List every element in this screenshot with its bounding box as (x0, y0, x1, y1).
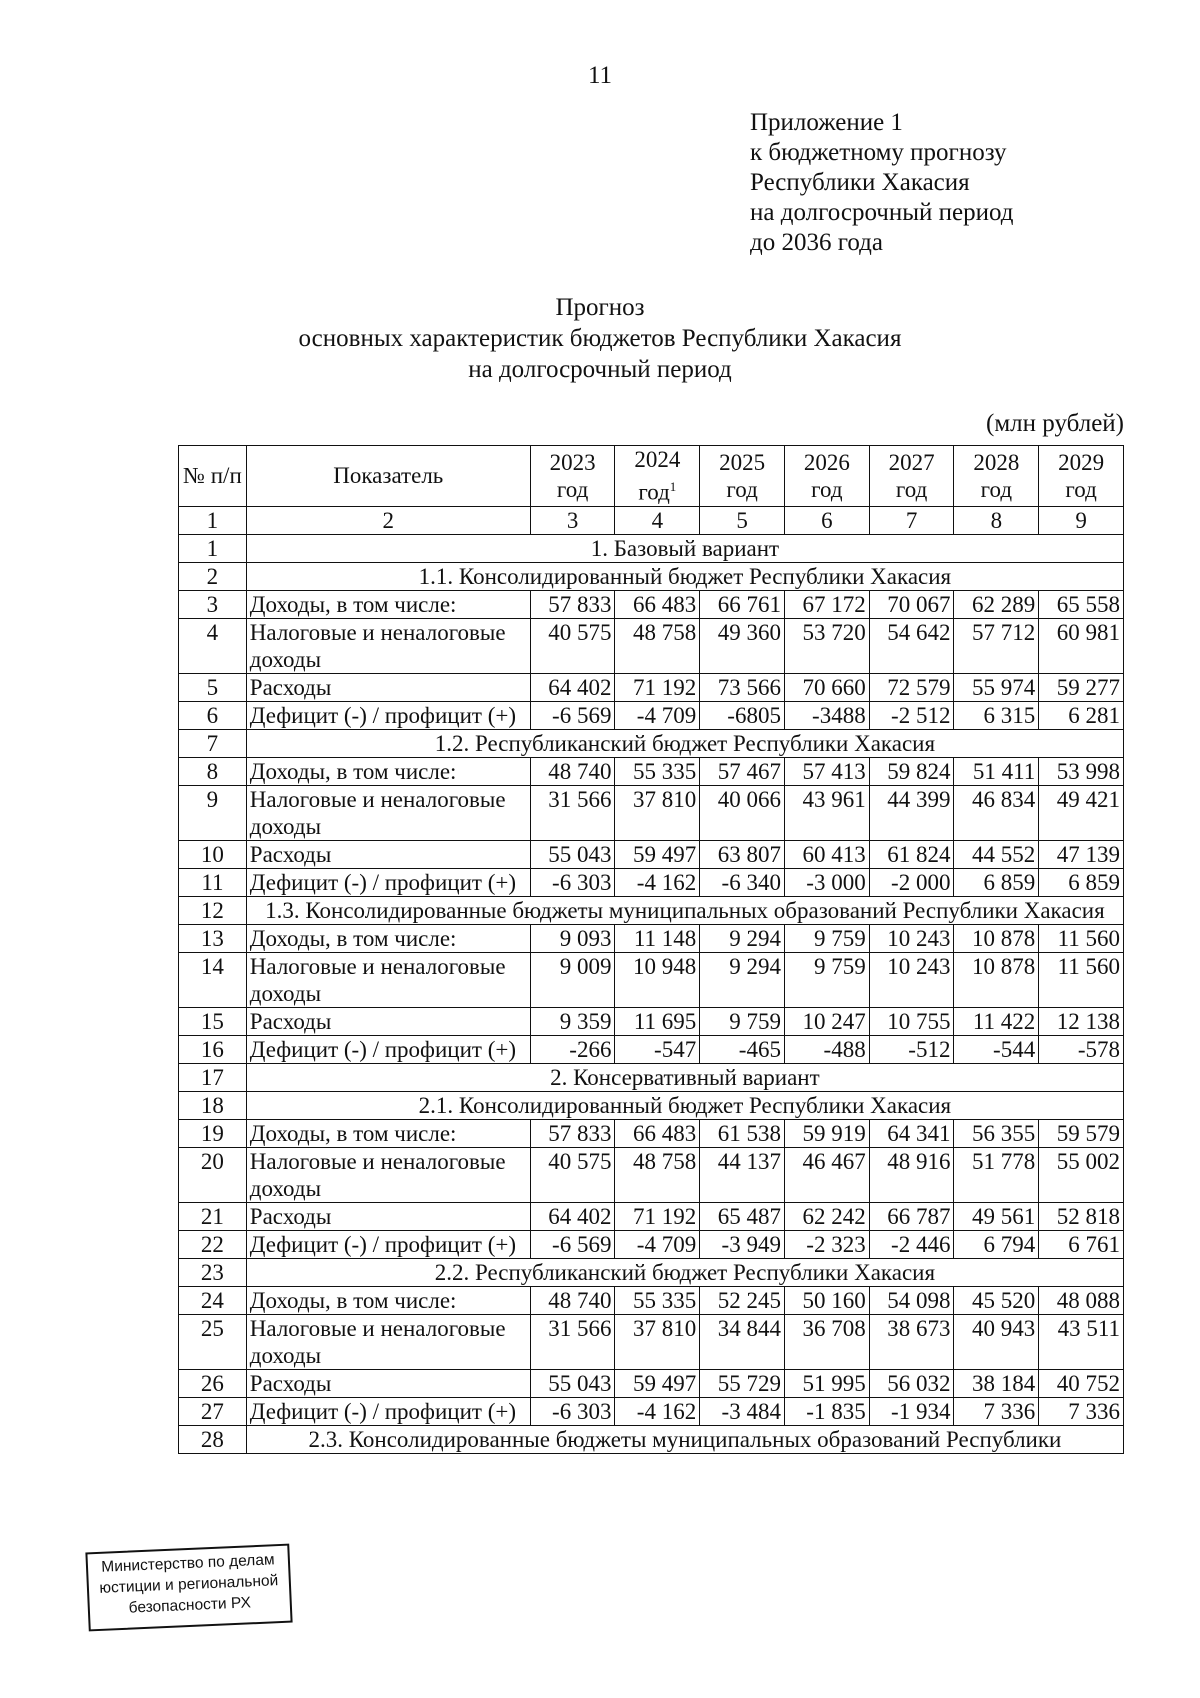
value-cell: -6 303 (530, 1397, 615, 1425)
value-cell: 9 359 (530, 1007, 615, 1035)
ministry-stamp (85, 1544, 292, 1632)
value-cell: 59 497 (615, 840, 700, 868)
value-cell: 12 138 (1039, 1007, 1124, 1035)
value-cell: 57 712 (954, 618, 1039, 673)
appendix-line: Приложение 1 (750, 109, 903, 136)
value-cell: 60 981 (1039, 618, 1124, 673)
value-cell: -266 (530, 1035, 615, 1063)
value-cell: 59 277 (1039, 673, 1124, 701)
row-number: 7 (179, 729, 247, 757)
appendix-line: на долгосрочный период (750, 199, 1014, 226)
table-row (179, 1230, 1124, 1258)
value-cell: -2 000 (869, 868, 954, 896)
value-cell: 55 335 (615, 1286, 700, 1314)
row-number: 14 (179, 952, 247, 1007)
value-cell: -6 303 (530, 868, 615, 896)
value-cell: -488 (784, 1035, 869, 1063)
forecast-table (178, 445, 1124, 1454)
value-cell: 48 758 (615, 1147, 700, 1202)
value-cell: 7 336 (1039, 1397, 1124, 1425)
value-cell: 10 755 (869, 1007, 954, 1035)
column-number: 5 (700, 506, 785, 534)
value-cell: 49 421 (1039, 785, 1124, 840)
appendix-line: Республики Хакасия (750, 169, 970, 196)
value-cell: 57 833 (530, 1119, 615, 1147)
value-cell: 54 642 (869, 618, 954, 673)
row-number: 28 (179, 1425, 247, 1453)
value-cell: 34 844 (700, 1314, 785, 1369)
indicator-label: Доходы, в том числе: (246, 1286, 530, 1314)
value-cell: 66 761 (700, 590, 785, 618)
indicator-label: Доходы, в том числе: (246, 1119, 530, 1147)
section-title: 1. Базовый вариант (246, 534, 1123, 562)
value-cell: 63 807 (700, 840, 785, 868)
row-number: 22 (179, 1230, 247, 1258)
header-year: 2029 год (1039, 446, 1124, 507)
value-cell: 70 660 (784, 673, 869, 701)
value-cell: 31 566 (530, 785, 615, 840)
table-row (179, 840, 1124, 868)
value-cell: 9 294 (700, 924, 785, 952)
value-cell: 11 695 (615, 1007, 700, 1035)
row-number: 12 (179, 896, 247, 924)
value-cell: 38 673 (869, 1314, 954, 1369)
table-row (179, 1147, 1124, 1202)
value-cell: 61 538 (700, 1119, 785, 1147)
row-number: 17 (179, 1063, 247, 1091)
section-row (179, 534, 1124, 562)
section-row (179, 896, 1124, 924)
value-cell: 57 413 (784, 757, 869, 785)
row-number: 3 (179, 590, 247, 618)
header-year-text: 2024 год (634, 447, 681, 505)
header-no: № п/п (179, 446, 247, 507)
section-row (179, 1425, 1124, 1453)
value-cell: -4 709 (615, 701, 700, 729)
value-cell: 40 752 (1039, 1369, 1124, 1397)
value-cell: 11 148 (615, 924, 700, 952)
row-number: 21 (179, 1202, 247, 1230)
value-cell: -547 (615, 1035, 700, 1063)
value-cell: 52 245 (700, 1286, 785, 1314)
table-row (179, 868, 1124, 896)
value-cell: 71 192 (615, 673, 700, 701)
appendix-block (750, 108, 1014, 258)
value-cell: 55 729 (700, 1369, 785, 1397)
column-number-row (179, 506, 1124, 534)
value-cell: 53 720 (784, 618, 869, 673)
value-cell: 10 948 (615, 952, 700, 1007)
row-number: 13 (179, 924, 247, 952)
row-number: 5 (179, 673, 247, 701)
row-number: 1 (179, 534, 247, 562)
value-cell: -4 162 (615, 1397, 700, 1425)
indicator-label: Дефицит (-) / профицит (+) (246, 1230, 530, 1258)
value-cell: 59 824 (869, 757, 954, 785)
value-cell: -4 709 (615, 1230, 700, 1258)
value-cell: 52 818 (1039, 1202, 1124, 1230)
stamp-line: Министерство по делам (100, 1551, 275, 1576)
value-cell: 46 467 (784, 1147, 869, 1202)
indicator-label: Дефицит (-) / профицит (+) (246, 868, 530, 896)
row-number: 15 (179, 1007, 247, 1035)
table-row (179, 1369, 1124, 1397)
value-cell: 65 487 (700, 1202, 785, 1230)
value-cell: -6 569 (530, 701, 615, 729)
row-number: 8 (179, 757, 247, 785)
indicator-label: Расходы (246, 1007, 530, 1035)
value-cell: 40 575 (530, 1147, 615, 1202)
column-number: 7 (869, 506, 954, 534)
value-cell: -2 446 (869, 1230, 954, 1258)
table-row (179, 1007, 1124, 1035)
table-row (179, 924, 1124, 952)
section-row (179, 1091, 1124, 1119)
value-cell: 64 402 (530, 673, 615, 701)
value-cell: 65 558 (1039, 590, 1124, 618)
value-cell: 54 098 (869, 1286, 954, 1314)
value-cell: 64 341 (869, 1119, 954, 1147)
value-cell: -2 323 (784, 1230, 869, 1258)
value-cell: 71 192 (615, 1202, 700, 1230)
indicator-label: Налоговые и неналоговые доходы (246, 785, 530, 840)
table-row (179, 757, 1124, 785)
value-cell: 56 032 (869, 1369, 954, 1397)
value-cell: 59 579 (1039, 1119, 1124, 1147)
indicator-label: Расходы (246, 1369, 530, 1397)
value-cell: -544 (954, 1035, 1039, 1063)
value-cell: 48 740 (530, 1286, 615, 1314)
column-number: 2 (246, 506, 530, 534)
table-row (179, 1035, 1124, 1063)
value-cell: 57 467 (700, 757, 785, 785)
indicator-label: Расходы (246, 1202, 530, 1230)
value-cell: -2 512 (869, 701, 954, 729)
row-number: 20 (179, 1147, 247, 1202)
indicator-label: Дефицит (-) / профицит (+) (246, 701, 530, 729)
section-title: 2.3. Консолидированные бюджеты муниципальных образований Республики (246, 1425, 1123, 1453)
section-title: 1.2. Республиканский бюджет Республики Хакасия (246, 729, 1123, 757)
value-cell: 45 520 (954, 1286, 1039, 1314)
value-cell: 37 810 (615, 1314, 700, 1369)
value-cell: 66 483 (615, 1119, 700, 1147)
value-cell: 10 878 (954, 924, 1039, 952)
value-cell: 40 575 (530, 618, 615, 673)
value-cell: 38 184 (954, 1369, 1039, 1397)
table-row (179, 785, 1124, 840)
value-cell: 49 360 (700, 618, 785, 673)
value-cell: -6 340 (700, 868, 785, 896)
value-cell: 40 943 (954, 1314, 1039, 1369)
value-cell: 59 919 (784, 1119, 869, 1147)
row-number: 23 (179, 1258, 247, 1286)
row-number: 2 (179, 562, 247, 590)
value-cell: -6805 (700, 701, 785, 729)
header-year: 2023 год (530, 446, 615, 507)
value-cell: -578 (1039, 1035, 1124, 1063)
row-number: 6 (179, 701, 247, 729)
value-cell: 36 708 (784, 1314, 869, 1369)
table-row (179, 1202, 1124, 1230)
value-cell: 43 961 (784, 785, 869, 840)
value-cell: 50 160 (784, 1286, 869, 1314)
title-line: основных характеристик бюджетов Республики Хакасия (298, 325, 902, 352)
table-body (179, 506, 1124, 1453)
page-number: 11 (587, 62, 613, 89)
value-cell: 9 759 (700, 1007, 785, 1035)
indicator-label: Налоговые и неналоговые доходы (246, 1314, 530, 1369)
table-row (179, 1314, 1124, 1369)
value-cell: -512 (869, 1035, 954, 1063)
section-title: 2.1. Консолидированный бюджет Республики Хакасия (246, 1091, 1123, 1119)
column-number: 8 (954, 506, 1039, 534)
table-row (179, 618, 1124, 673)
value-cell: 56 355 (954, 1119, 1039, 1147)
value-cell: 11 422 (954, 1007, 1039, 1035)
indicator-label: Доходы, в том числе: (246, 590, 530, 618)
value-cell: 51 778 (954, 1147, 1039, 1202)
value-cell: 48 758 (615, 618, 700, 673)
units-label: (млн рублей) (986, 410, 1124, 437)
value-cell: 10 878 (954, 952, 1039, 1007)
value-cell: 11 560 (1039, 924, 1124, 952)
row-number: 9 (179, 785, 247, 840)
indicator-label: Дефицит (-) / профицит (+) (246, 1035, 530, 1063)
value-cell: 11 560 (1039, 952, 1124, 1007)
value-cell: 66 787 (869, 1202, 954, 1230)
row-number: 25 (179, 1314, 247, 1369)
section-title: 2.2. Республиканский бюджет Республики Хакасия (246, 1258, 1123, 1286)
value-cell: 9 759 (784, 952, 869, 1007)
value-cell: 73 566 (700, 673, 785, 701)
value-cell: -3488 (784, 701, 869, 729)
value-cell: 61 824 (869, 840, 954, 868)
value-cell: 37 810 (615, 785, 700, 840)
appendix-line: до 2036 года (750, 229, 883, 256)
value-cell: 60 413 (784, 840, 869, 868)
value-cell: 51 995 (784, 1369, 869, 1397)
table-row (179, 1286, 1124, 1314)
header-year: 2027 год (869, 446, 954, 507)
table-row (179, 952, 1124, 1007)
value-cell: 53 998 (1039, 757, 1124, 785)
section-row (179, 1258, 1124, 1286)
value-cell: 6 859 (1039, 868, 1124, 896)
stamp-line: безопасности РХ (128, 1594, 252, 1617)
value-cell: 31 566 (530, 1314, 615, 1369)
value-cell: 6 315 (954, 701, 1039, 729)
table-row (179, 701, 1124, 729)
value-cell: 9 009 (530, 952, 615, 1007)
indicator-label: Налоговые и неналоговые доходы (246, 618, 530, 673)
value-cell: -3 484 (700, 1397, 785, 1425)
value-cell: 59 497 (615, 1369, 700, 1397)
value-cell: 48 740 (530, 757, 615, 785)
document-title (0, 292, 1200, 385)
value-cell: 10 243 (869, 924, 954, 952)
value-cell: 55 974 (954, 673, 1039, 701)
value-cell: 64 402 (530, 1202, 615, 1230)
value-cell: 6 281 (1039, 701, 1124, 729)
section-row (179, 729, 1124, 757)
header-indicator: Показатель (246, 446, 530, 507)
value-cell: 43 511 (1039, 1314, 1124, 1369)
value-cell: 44 137 (700, 1147, 785, 1202)
indicator-label: Доходы, в том числе: (246, 924, 530, 952)
value-cell: -4 162 (615, 868, 700, 896)
indicator-label: Дефицит (-) / профицит (+) (246, 1397, 530, 1425)
value-cell: 44 552 (954, 840, 1039, 868)
header-year: 2028 год (954, 446, 1039, 507)
value-cell: -6 569 (530, 1230, 615, 1258)
column-number: 1 (179, 506, 247, 534)
row-number: 4 (179, 618, 247, 673)
header-year: 2026 год (784, 446, 869, 507)
value-cell: 40 066 (700, 785, 785, 840)
row-number: 19 (179, 1119, 247, 1147)
section-title: 1.1. Консолидированный бюджет Республики Хакасия (246, 562, 1123, 590)
value-cell: 55 335 (615, 757, 700, 785)
value-cell: 44 399 (869, 785, 954, 840)
header-year (615, 446, 700, 507)
value-cell: 66 483 (615, 590, 700, 618)
column-number: 3 (530, 506, 615, 534)
section-title: 1.3. Консолидированные бюджеты муниципальных образований Республики Хакасия (246, 896, 1123, 924)
value-cell: 10 247 (784, 1007, 869, 1035)
value-cell: -1 835 (784, 1397, 869, 1425)
stamp-line: юстиции и региональной (99, 1572, 279, 1597)
column-number: 9 (1039, 506, 1124, 534)
value-cell: -1 934 (869, 1397, 954, 1425)
value-cell: 49 561 (954, 1202, 1039, 1230)
value-cell: 9 093 (530, 924, 615, 952)
title-line: на долгосрочный период (468, 356, 732, 383)
value-cell: 62 289 (954, 590, 1039, 618)
row-number: 11 (179, 868, 247, 896)
value-cell: 72 579 (869, 673, 954, 701)
indicator-label: Налоговые и неналоговые доходы (246, 952, 530, 1007)
value-cell: 46 834 (954, 785, 1039, 840)
section-row (179, 1063, 1124, 1091)
value-cell: 51 411 (954, 757, 1039, 785)
indicator-label: Налоговые и неналоговые доходы (246, 1147, 530, 1202)
value-cell: 47 139 (1039, 840, 1124, 868)
value-cell: 62 242 (784, 1202, 869, 1230)
value-cell: 7 336 (954, 1397, 1039, 1425)
section-title: 2. Консервативный вариант (246, 1063, 1123, 1091)
value-cell: 55 043 (530, 840, 615, 868)
value-cell: 70 067 (869, 590, 954, 618)
row-number: 24 (179, 1286, 247, 1314)
value-cell: 9 759 (784, 924, 869, 952)
row-number: 26 (179, 1369, 247, 1397)
table-row (179, 590, 1124, 618)
value-cell: 48 916 (869, 1147, 954, 1202)
value-cell: -3 949 (700, 1230, 785, 1258)
value-cell: -3 000 (784, 868, 869, 896)
table-row (179, 1119, 1124, 1147)
value-cell: 10 243 (869, 952, 954, 1007)
value-cell: 9 294 (700, 952, 785, 1007)
row-number: 18 (179, 1091, 247, 1119)
value-cell: 6 761 (1039, 1230, 1124, 1258)
header-year: 2025 год (700, 446, 785, 507)
header-row (179, 446, 1124, 507)
value-cell: 55 002 (1039, 1147, 1124, 1202)
value-cell: 55 043 (530, 1369, 615, 1397)
value-cell: 67 172 (784, 590, 869, 618)
table-row (179, 1397, 1124, 1425)
footnote-mark: 1 (669, 479, 677, 494)
value-cell: 57 833 (530, 590, 615, 618)
section-row (179, 562, 1124, 590)
column-number: 4 (615, 506, 700, 534)
indicator-label: Расходы (246, 673, 530, 701)
column-number: 6 (784, 506, 869, 534)
row-number: 16 (179, 1035, 247, 1063)
row-number: 27 (179, 1397, 247, 1425)
table-row (179, 673, 1124, 701)
indicator-label: Расходы (246, 840, 530, 868)
value-cell: -465 (700, 1035, 785, 1063)
value-cell: 6 859 (954, 868, 1039, 896)
indicator-label: Доходы, в том числе: (246, 757, 530, 785)
value-cell: 6 794 (954, 1230, 1039, 1258)
title-line: Прогноз (555, 294, 645, 321)
value-cell: 48 088 (1039, 1286, 1124, 1314)
row-number: 10 (179, 840, 247, 868)
appendix-line: к бюджетному прогнозу (750, 139, 1007, 166)
